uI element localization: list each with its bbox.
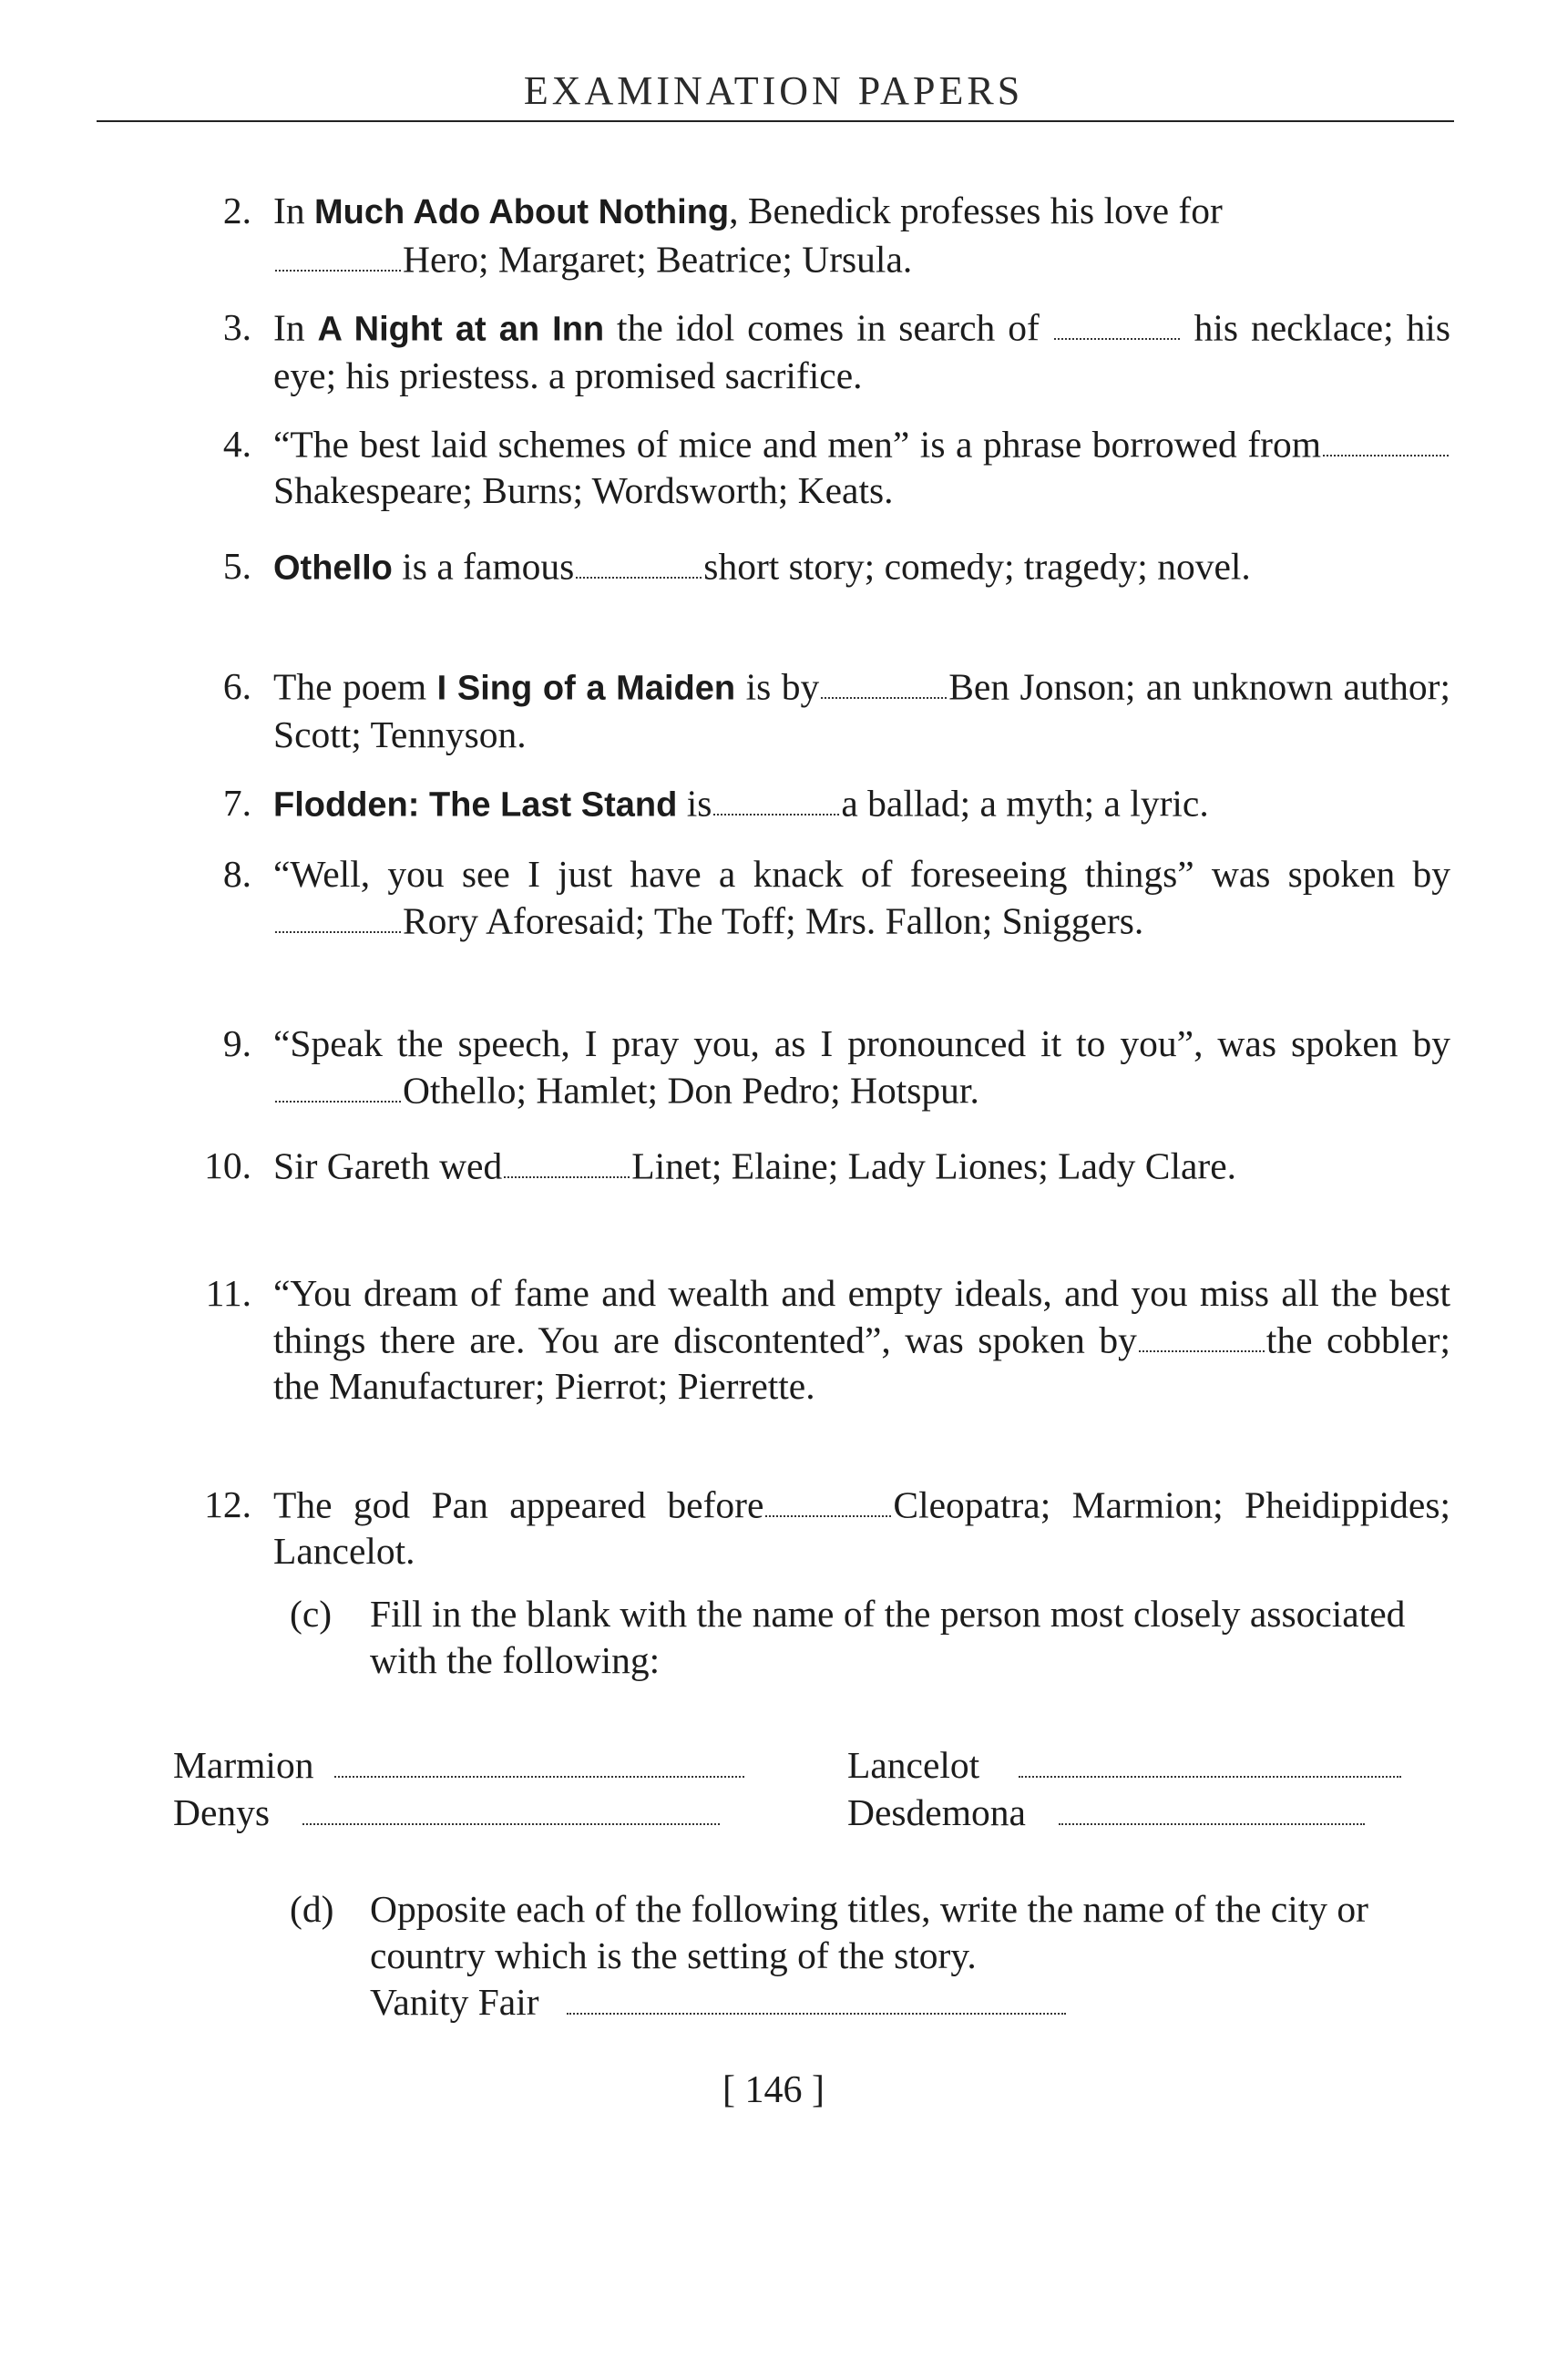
- question-12: [204, 1482, 1450, 1575]
- section-label: (c): [290, 1593, 333, 1635]
- fill-item-label: Lancelot: [847, 1744, 980, 1786]
- work-title: Othello: [273, 549, 393, 588]
- question-number: 2.: [222, 190, 251, 231]
- question-number: 9.: [222, 1022, 251, 1064]
- section-instruction: Opposite each of the following titles, write the name of the city or country which is the setting of the story.: [370, 1888, 1368, 1976]
- question-number: 6.: [222, 665, 251, 707]
- question-number: 11.: [205, 1272, 251, 1314]
- running-head: EXAMINATION PAPERS: [523, 68, 1024, 113]
- work-title: I Sing of a Maiden: [436, 669, 736, 708]
- answer-blank[interactable]: [275, 1067, 401, 1103]
- answer-blank[interactable]: [1139, 1317, 1265, 1352]
- answer-blank[interactable]: [334, 1750, 744, 1778]
- question-2: [222, 188, 1450, 282]
- question-4: [222, 421, 1450, 514]
- question-5: [222, 543, 1450, 591]
- question-text: “You dream of fame and wealth and empty ideals, and you miss all the best things there are. You are discontented”, was spoken by the cobbler; the Manufacturer; Pierrot; Pierrette.: [273, 1272, 1450, 1408]
- answer-blank[interactable]: [713, 780, 839, 816]
- fill-item-label: Marmion: [173, 1744, 314, 1786]
- question-number: 8.: [222, 853, 251, 895]
- question-10: [204, 1143, 1450, 1189]
- fill-item-label: Vanity Fair: [370, 1981, 539, 2023]
- work-title: A Night at an Inn: [317, 310, 605, 349]
- question-number: 7.: [222, 782, 251, 824]
- question-7: [222, 780, 1450, 828]
- question-number: 5.: [222, 545, 251, 587]
- work-title: Flodden: The Last Stand: [273, 785, 678, 825]
- question-9: [222, 1021, 1450, 1113]
- answer-blank[interactable]: [765, 1482, 891, 1517]
- question-text: “Speak the speech, I pray you, as I pronounced it to you”, was spoken byOthello; Hamlet; Don Pedro; Hotspur.: [273, 1022, 1450, 1112]
- answer-blank[interactable]: [567, 1987, 1066, 2015]
- answer-blank[interactable]: [1323, 421, 1449, 457]
- answer-blank[interactable]: [576, 543, 702, 579]
- section-d: [290, 1886, 1450, 1979]
- question-11: [205, 1270, 1450, 1410]
- question-3: [222, 304, 1450, 399]
- fill-item-denys: [173, 1790, 720, 1835]
- header-rule: [97, 120, 1454, 122]
- question-text: Sir Gareth wed Linet; Elaine; Lady Liones; Lady Clare.: [273, 1143, 1450, 1189]
- answer-blank[interactable]: [275, 898, 401, 933]
- question-text: In Much Ado About Nothing, Benedick professes his love for Hero; Margaret; Beatrice; Ursula.: [273, 190, 1223, 281]
- answer-blank[interactable]: [1054, 304, 1180, 340]
- answer-blank[interactable]: [821, 663, 947, 699]
- question-text: The poem I Sing of a Maiden is by Ben Jonson; an unknown author; Scott; Tennyson.: [273, 663, 1450, 758]
- answer-blank[interactable]: [302, 1798, 720, 1825]
- fill-item-lancelot: [847, 1742, 1401, 1788]
- section-c: [290, 1591, 1450, 1684]
- question-6: [222, 663, 1450, 758]
- section-label: (d): [290, 1888, 334, 1930]
- question-text: In A Night at an Inn the idol comes in search of his necklace; his eye; his priestess. a promised sacrifice.: [273, 304, 1450, 399]
- question-8: [222, 851, 1450, 944]
- fill-item-label: Denys: [173, 1791, 271, 1833]
- section-instruction: Fill in the blank with the name of the person most closely associated with the following:: [370, 1593, 1406, 1681]
- answer-blank[interactable]: [504, 1143, 630, 1178]
- question-number: 4.: [222, 423, 251, 465]
- answer-blank[interactable]: [275, 236, 401, 272]
- question-text: Othello is a famous short story; comedy; tragedy; novel.: [273, 543, 1450, 591]
- question-text: Flodden: The Last Stand is a ballad; a myth; a lyric.: [273, 780, 1450, 828]
- fill-item-vanity-fair: [370, 1979, 1066, 2025]
- fill-item-desdemona: [847, 1790, 1365, 1835]
- question-text: “The best laid schemes of mice and men” is a phrase borrowed fromShakespeare; Burns; Wordsworth; Keats.: [273, 421, 1450, 514]
- question-text: The god Pan appeared before Cleopatra; Marmion; Pheidippides; Lancelot.: [273, 1482, 1450, 1575]
- work-title: Much Ado About Nothing: [313, 193, 730, 231]
- question-text: “Well, you see I just have a knack of foreseeing things” was spoken byRory Aforesaid; The Toff; Mrs. Fallon; Sniggers.: [273, 853, 1450, 942]
- answer-blank[interactable]: [1059, 1798, 1365, 1825]
- fill-item-label: Desdemona: [847, 1791, 1026, 1833]
- question-number: 3.: [222, 306, 251, 348]
- page-number: [ 146 ]: [722, 2069, 825, 2111]
- fill-item-marmion: [173, 1742, 744, 1788]
- question-number: 12.: [204, 1483, 251, 1525]
- question-number: 10.: [204, 1144, 251, 1186]
- answer-blank[interactable]: [1019, 1750, 1401, 1778]
